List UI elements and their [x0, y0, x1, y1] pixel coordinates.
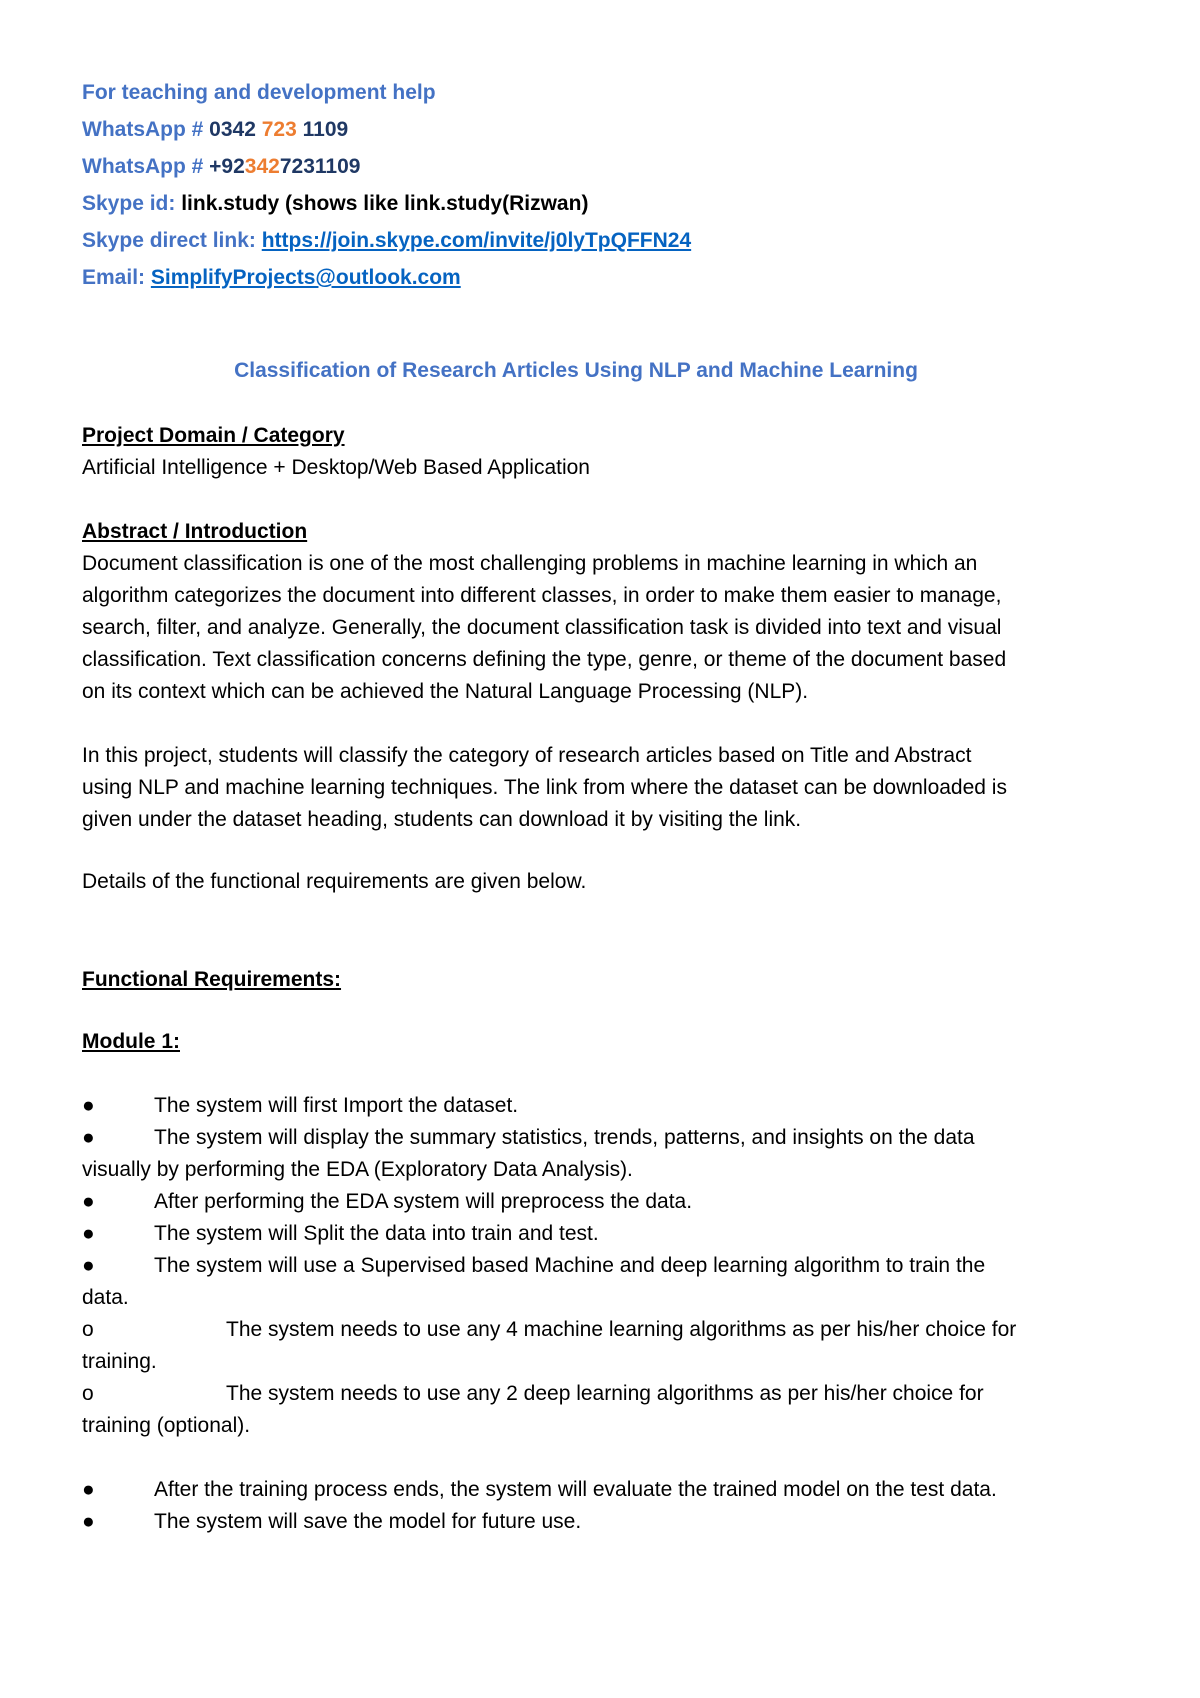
bullet-mark: ●: [82, 1094, 95, 1117]
list-item: [82, 1122, 1142, 1186]
bullet-mark: ●: [82, 1254, 95, 1277]
abstract-paragraph-2: [82, 740, 1142, 836]
abstract-p1-line: algorithm categorizes the document into different classes, in order to make them easier to manage,: [82, 584, 1002, 607]
domain-heading: Project Domain / Category: [82, 424, 345, 447]
whatsapp-number-part-a: 0342: [209, 118, 262, 141]
abstract-p1-line: Document classification is one of the most challenging problems in machine learning in which an: [82, 552, 978, 575]
list-item: [82, 1506, 1142, 1538]
list-item-continuation: data.: [82, 1286, 129, 1309]
sub-list-item-text: The system needs to use any 2 deep learning algorithms as per his/her choice for: [226, 1382, 984, 1405]
sub-list-item-continuation: training (optional).: [82, 1414, 251, 1437]
abstract-p2-line: In this project, students will classify the category of research articles based on Title and Abstract: [82, 744, 972, 767]
whatsapp-number-part-b: 723: [261, 118, 297, 141]
bullet-mark: ●: [82, 1190, 95, 1213]
list-item: [82, 1186, 1142, 1218]
sub-list-item-continuation: training.: [82, 1350, 157, 1373]
whatsapp-line-2: [82, 153, 360, 181]
abstract-paragraph-1: [82, 548, 1142, 708]
list-item: [82, 1250, 1142, 1314]
abstract-p2-line: using NLP and machine learning techniques. The link from where the dataset can be downloaded is: [82, 776, 1007, 799]
skype-link-line: [82, 227, 691, 255]
functional-heading: Functional Requirements:: [82, 968, 342, 991]
abstract-p1-line: search, filter, and analyze. Generally, the document classification task is divided into text and visual: [82, 616, 1002, 639]
sub-list-item: [82, 1378, 1142, 1442]
sub-list-item-text: The system needs to use any 4 machine learning algorithms as per his/her choice for: [226, 1318, 1017, 1341]
list-item: [82, 1474, 1142, 1506]
list-item-continuation: visually by performing the EDA (Exploratory Data Analysis).: [82, 1158, 633, 1181]
email-line: [82, 264, 461, 292]
bullet-mark: ●: [82, 1222, 95, 1245]
list-item: [82, 1090, 1142, 1122]
bullet-mark: ●: [82, 1126, 95, 1149]
list-item: [82, 1218, 1142, 1250]
abstract-p1-line: on its context which can be achieved the Natural Language Processing (NLP).: [82, 680, 809, 703]
skype-link-label: Skype direct link:: [82, 229, 262, 252]
sub-list-item: [82, 1314, 1142, 1378]
whatsapp-intl-part-c: 7231109: [279, 155, 361, 178]
abstract-paragraph-3: Details of the functional requirements are given below.: [82, 870, 587, 893]
abstract-p2-line: given under the dataset heading, students can download it by visiting the link.: [82, 808, 802, 831]
sub-bullet-mark: o: [82, 1318, 94, 1341]
skype-direct-link[interactable]: https://join.skype.com/invite/j0lyTpQFFN24: [261, 229, 692, 252]
whatsapp-line-1: [82, 116, 348, 144]
bullet-mark: ●: [82, 1510, 95, 1533]
list-item-text: The system will save the model for future use.: [154, 1510, 582, 1533]
abstract-p1-line: classification. Text classification concerns defining the type, genre, or theme of the document based: [82, 648, 1007, 671]
domain-text: Artificial Intelligence + Desktop/Web Based Application: [82, 456, 590, 479]
whatsapp-label-1: WhatsApp #: [82, 118, 210, 141]
abstract-heading: Abstract / Introduction: [82, 520, 308, 543]
list-item-text: The system will Split the data into train and test.: [154, 1222, 599, 1245]
list-item-text: The system will first Import the dataset.: [154, 1094, 519, 1117]
whatsapp-intl-part-a: +92: [209, 155, 245, 178]
email-link[interactable]: SimplifyProjects@outlook.com: [150, 266, 461, 289]
email-label: Email:: [82, 266, 151, 289]
document-title: Classification of Research Articles Using NLP and Machine Learning: [234, 359, 918, 382]
sub-bullet-mark: o: [82, 1382, 94, 1405]
whatsapp-label-2: WhatsApp #: [82, 155, 210, 178]
contact-intro: For teaching and development help: [82, 81, 436, 104]
skype-id-label: Skype id:: [82, 192, 182, 215]
list-item-text: The system will display the summary statistics, trends, patterns, and insights on the data: [154, 1126, 975, 1149]
skype-id-line: [82, 190, 588, 218]
module-heading: Module 1:: [82, 1030, 180, 1053]
list-item-text: The system will use a Supervised based Machine and deep learning algorithm to train the: [154, 1254, 986, 1277]
list-item-text: After the training process ends, the system will evaluate the trained model on the test data.: [154, 1478, 997, 1501]
bullet-mark: ●: [82, 1478, 95, 1501]
whatsapp-intl-part-b: 342: [244, 155, 280, 178]
whatsapp-number-part-c: 1109: [296, 118, 349, 141]
list-item-text: After performing the EDA system will preprocess the data.: [154, 1190, 693, 1213]
skype-id-value: link.study (shows like link.study(Rizwan): [181, 192, 589, 215]
